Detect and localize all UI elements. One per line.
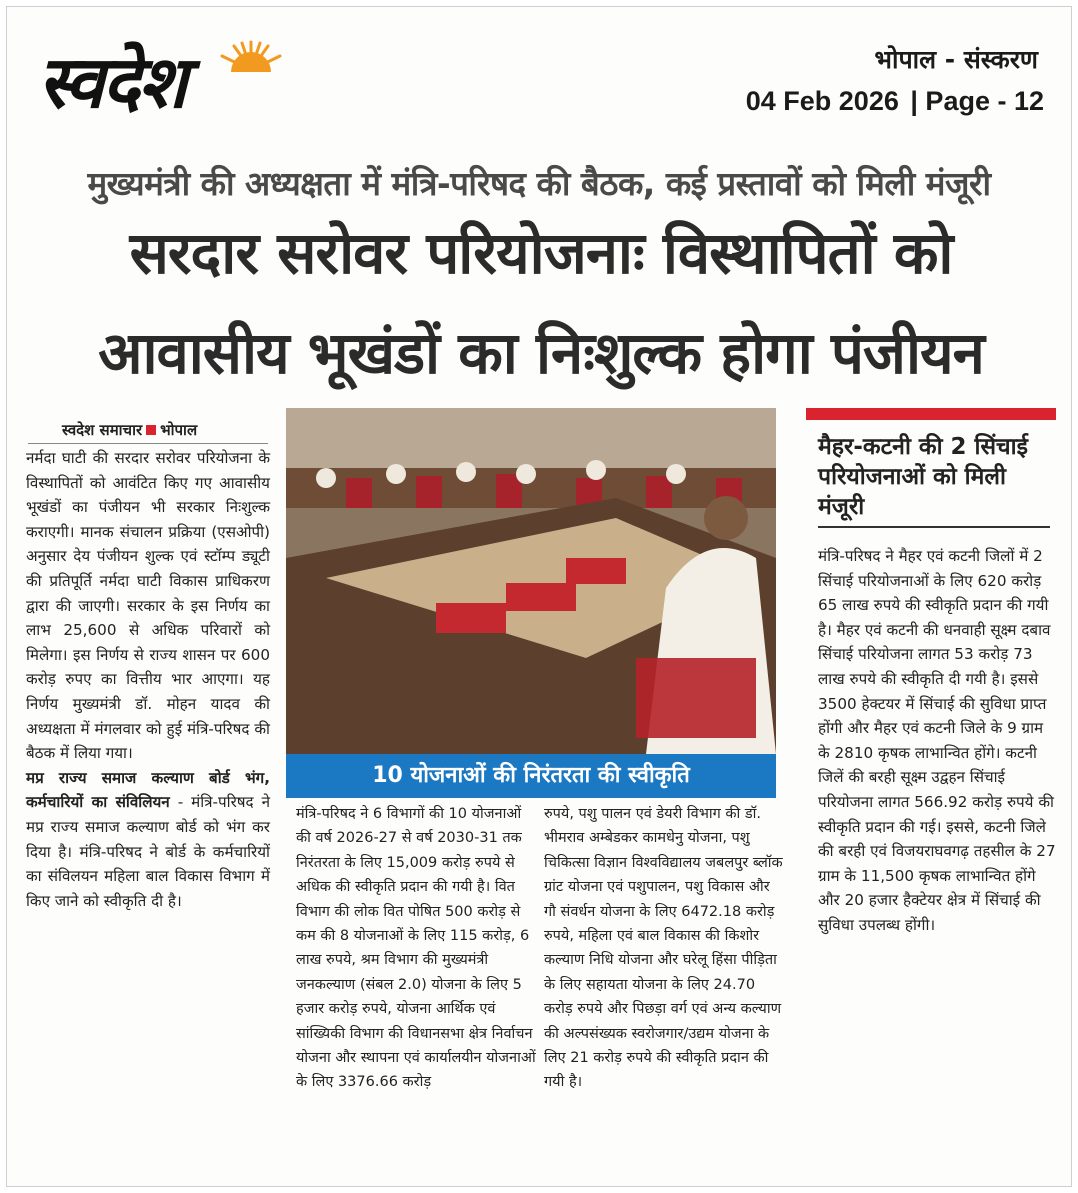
sidebar-body: मंत्रि-परिषद ने मैहर एवं कटनी जिलों में 2 सिंचाई परियोजनाओं के लिए 620 करोड़ 65 लाख रुपये की स्वीकृति प्रदान की गयी है। मैहर एवं कटनी की धनवाही सूक्ष्म दबाव सिंचाई परियोजना लागत 53 करोड़ 73 लाख रुपये की स्वीकृति दी गयी है। इससे 3500 हेक्टयर में सिंचाई की सुविधा प्राप्त होंगी और मैहर एवं कटनी जिले के 9 ग्राम के 2810 कृषक लाभान्वित होंगे। कटनी जिलें की बरही सूक्ष्म उद्वहन सिंचाई परियोजना लागत 566.92 करोड़ रुपये की स्वीकृति प्रदान की गई। इससे, कटनी जिले की बरही एवं विजयराघवगढ़ तहसील के 27 ग्राम के 11,500 कृषक लाभान्वित होंगे और 20 हजार हैक्टेयर क्षेत्र में सिंचाई की सुविधा उपलब्ध होंगी। [818, 547, 1056, 934]
logo-wordmark: स्वदेश [38, 39, 186, 124]
red-square-icon [146, 425, 156, 435]
article-paragraph [26, 766, 270, 914]
left-column-article [26, 446, 270, 913]
sidebar-headline: मैहर-कटनी की 2 सिंचाई परियोजनाओं को मिली मंजूरी [818, 432, 1050, 528]
kicker-headline: मुख्यमंत्री की अध्यक्षता में मंत्रि-परिषद की बैठक, कई प्रस्तावों को मिली मंजूरी [87, 164, 991, 203]
middle-column-1: मंत्रि-परिषद ने 6 विभागों की 10 योजनाओं की वर्ष 2026-27 से वर्ष 2030-31 तक निरंतरता के लिए 15,009 करोड़ रुपये से अधिक की स्वीकृति प्रदान की गयी है। वित विभाग की लोक वित पोषित 500 करोड़ से कम की 8 योजनाओं के लिए 115 करोड़, 6 लाख रुपये, श्रम विभाग की मुख्यमंत्री जनकल्याण (संबल 2.0) योजना के लिए 5 हजार करोड़ रुपये, योजना आर्थिक एवं सांख्यिकी विभाग की विधानसभा क्षेत्र निर्वाचन योजना और स्थापना एवं कार्यालयीन योजनाओं के लिए 3376.66 करोड़ [296, 806, 536, 1091]
dateline [742, 86, 1044, 117]
page-number: | Page - 12 [910, 86, 1044, 116]
byline-city: भोपाल [160, 421, 198, 439]
newspaper-logo [38, 26, 338, 136]
byline-source: स्वदेश समाचार [62, 421, 143, 439]
middle-column-2: रुपये, पशु पालन एवं डेयरी विभाग की डॉ. भीमराव अम्बेडकर कामधेनु योजना, पशु चिकित्सा विज्ञान विश्वविद्यालय जबलपुर ब्लॉक ग्रांट योजना एवं पशुपालन, पशु विकास और गौ संवर्धन योजना के लिए 6472.18 करोड़ रुपये, महिला एवं बाल विकास की किशोर कल्याण निधि योजना और घरेलू हिंसा पीड़िता के लिए सहायता योजना के लिए 24.70 करोड़ रुपये और पिछड़ा वर्ग एवं अन्य कल्याण की अल्पसंख्यक स्वरोजगार/उद्यम योजना के लिए 21 करोड़ रुपये की स्वीकृति प्रदान की गयी है। [544, 806, 783, 1091]
issue-date: 04 Feb 2026 [745, 86, 899, 116]
main-headline-line-2: आवासीय भूखंडों का निःशुल्क होगा पंजीयन [98, 319, 984, 387]
byline [28, 420, 268, 444]
photo-caption: 10 योजनाओं की निरंतरता की स्वीकृति [286, 754, 776, 798]
sun-icon [214, 38, 288, 78]
edition-label: भोपाल - संस्करण [874, 45, 1038, 74]
article-paragraph: नर्मदा घाटी की सरदार सरोवर परियोजना के विस्थापितों को आवंटित किए गए आवासीय भूखंडों का पंजीयन भी सरकार निःशुल्क कराएगी। मानक संचालन प्रक्रिया (एसओपी) अनुसार देय पंजीयन शुल्क एवं स्टॉम्प ड्यूटी की प्रतिपूर्ति नर्मदा घाटी विकास प्राधिकरण द्वारा की जाएगी। सरकार के इस निर्णय का लाभ 25,600 से अधिक परिवारों को मिलेगा। इस निर्णय से राज्य शासन पर 600 करोड़ रुपए का वित्तीय भार आएगा। यह निर्णय मुख्यमंत्री डॉ. मोहन यादव की अध्यक्षता में मंगलवार को हुई मंत्रि-परिषद की बैठक में लिया गया। [26, 449, 270, 763]
main-headline-line-1: सरदार सरोवर परियोजनाः विस्थापितों को [129, 219, 953, 287]
article-paragraph-text: - मंत्रि-परिषद ने मप्र राज्य समाज कल्याण बोर्ड को भंग कर दिया है। मंत्रि-परिषद ने बोर्ड के कर्मचारियों का संविलयन महिला बाल विकास विभाग में किए जाने को स्वीकृति दी है। [26, 793, 271, 910]
cabinet-meeting-photo [286, 408, 776, 754]
article-subhead: मप्र राज्य समाज कल्याण बोर्ड भंग, कर्मचारियों का संविलियन [26, 768, 270, 812]
